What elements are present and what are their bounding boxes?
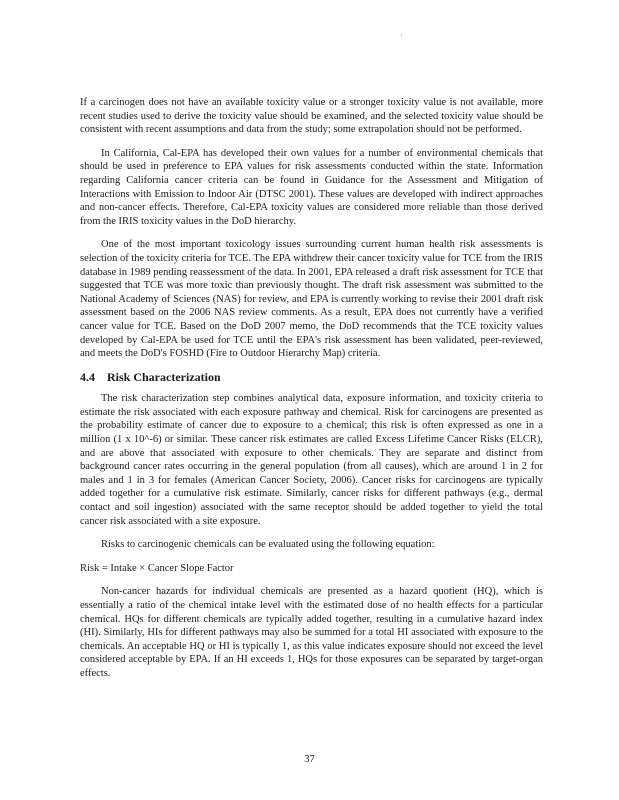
section-number: 4.4 [80, 369, 95, 384]
paragraph: Risks to carcinogenic chemicals can be evaluated using the following equation: [101, 539, 435, 551]
header-mark: · [400, 30, 403, 40]
body-text [80, 96, 543, 691]
paragraph: If a carcinogen does not have an available toxicity value or a stronger toxicity value is not available, more recent studies used to derive the toxicity value should be examined, and the selected toxicity value should be consistent with recent assumptions and data from the study; some extrapolation should not be performed. [80, 97, 543, 136]
page-number: 37 [304, 754, 315, 765]
risk-equation: Risk = Intake × Cancer Slope Factor [80, 562, 234, 574]
paragraph: Non-cancer hazards for individual chemicals are presented as a hazard quotient (HQ), which is essentially a ratio of the chemical intake level with the estimated dose of no health effects for a particular chemical. HQs for different chemicals are typically added together, resulting in a cumulative hazard index (HI). Similarly, HIs for different pathways may also be summed for a total HI associated with exposure to the chemicals. An acceptable HQ or HI is typically 1, as this value indicates exposure should not exceed the level considered acceptable by EPA. If an HI exceeds 1, HQs for those exposures can be separated by target-organ effects. [80, 586, 543, 679]
paragraph: One of the most important toxicology issues surrounding current human health risk assessments is selection of the toxicity criteria for TCE. The EPA withdrew their cancer toxicity value for TCE from the IRIS database in 1989 pending reassessment of the data. In 2001, EPA released a draft risk assessment for TCE that suggested that TCE was more toxic than previously thought. The draft risk assessment was submitted to the National Academy of Sciences (NAS) for review, and EPA is currently working to revise their 2001 draft risk assessment based on the 2006 NAS review comments. As a result, EPA does not currently have a verified cancer value for TCE. Based on the DoD 2007 memo, the DoD recommends that the TCE toxicity values developed by Cal-EPA be used for TCE until the EPA's risk assessment has been validated, peer-reviewed, and meets the DoD's FOSHD (Fire to Outdoor Hierarchy Map) criteria. [80, 239, 543, 360]
paragraph: The risk characterization step combines analytical data, exposure information, and toxicity criteria to estimate the risk associated with each exposure pathway and chemical. Risk for carcinogens are presented as the probability estimate of cancer due to exposure to a chemical; this risk is often expressed as one in a million (1 x 10^-6) or similar. These cancer risk estimates are called Excess Lifetime Cancer Risks (ELCR), and are above that associated with exposure to other chemicals. They are separate and distinct from background cancer rates occurring in the general population (from all causes), which are around 1 in 2 for males and 1 in 3 for females (American Cancer Society, 2006). Cancer risks for carcinogens are typically added together for a cumulative risk estimate. Similarly, cancer risks for different pathways (e.g., dermal contact and soil ingestion) associated with the same receptor should be added together to yield the total cancer risk associated with a site exposure. [80, 393, 543, 527]
section-heading [80, 371, 543, 385]
paragraph: In California, Cal-EPA has developed their own values for a number of environmental chemicals that should be used in preference to EPA values for risk assessments conducted within the state. Information regarding California cancer criteria can be found in Guidance for the Assessment and Mitigation of Interactions with Emission to Indoor Air (DTSC 2001). These values are developed with indirect approaches and non-cancer effects. Therefore, Cal-EPA toxicity values are considered more reliable than those derived from the IRIS toxicity values in the DoD hierarchy. [80, 147, 543, 227]
section-title: Risk Characterization [107, 369, 221, 384]
